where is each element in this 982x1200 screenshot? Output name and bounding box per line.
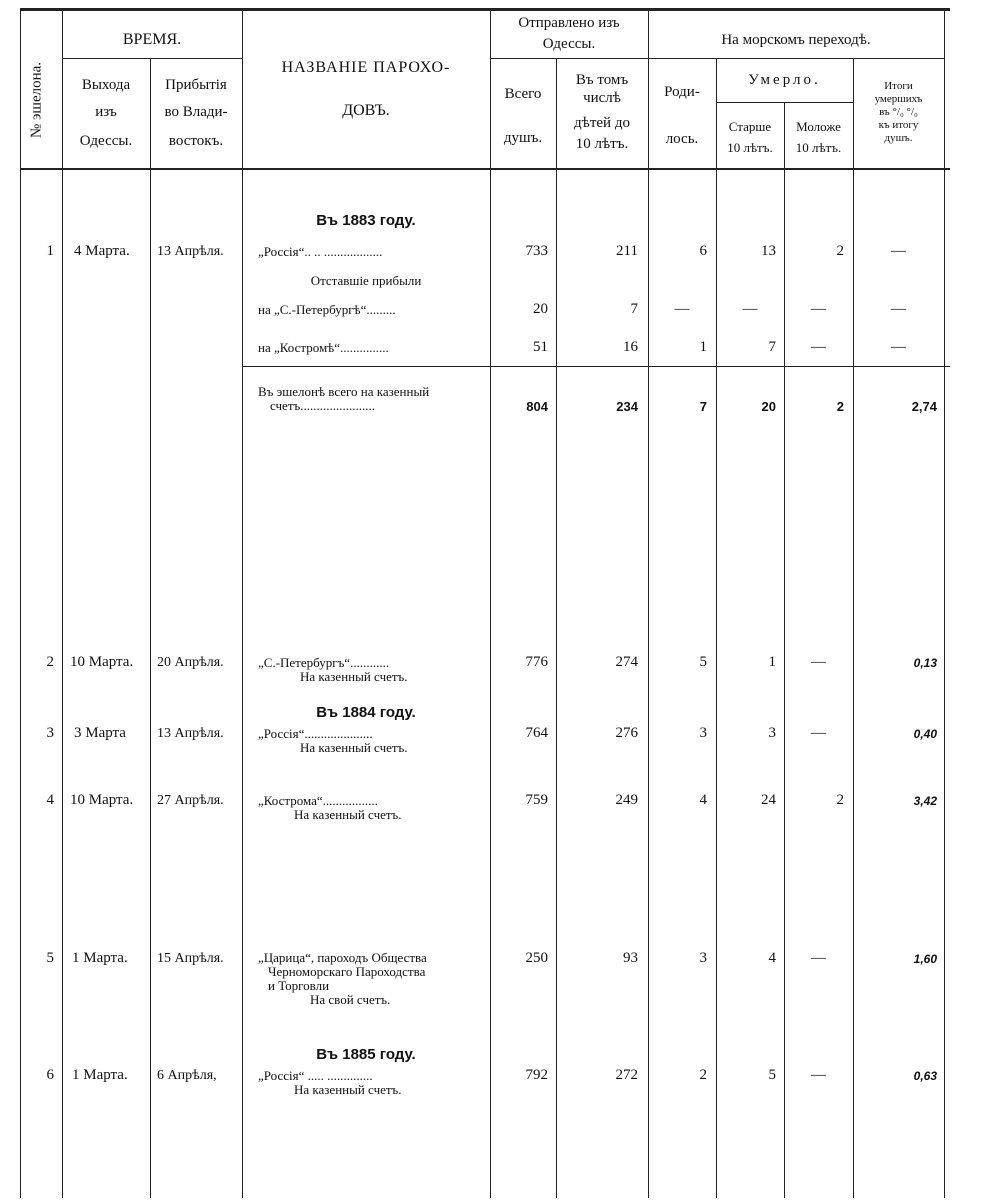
col-line-num bbox=[62, 10, 63, 1198]
col-line-born bbox=[716, 58, 717, 1198]
row1b-younger: — bbox=[811, 339, 826, 355]
col-line-younger bbox=[853, 58, 854, 1198]
header-result-2: умершихъ bbox=[874, 93, 923, 105]
row6-total: 792 bbox=[525, 1067, 548, 1083]
row2-depart: 10 Марта. bbox=[70, 654, 134, 670]
col-line-left bbox=[20, 10, 21, 1198]
row6-pct: 0,63 bbox=[913, 1069, 937, 1083]
col-line-total bbox=[556, 58, 557, 1198]
header-time-group: ВРЕМЯ. bbox=[122, 31, 182, 48]
row5-num: 5 bbox=[46, 950, 54, 966]
row5-younger: — bbox=[811, 950, 826, 966]
row1-sum-pct: 2,74 bbox=[911, 399, 937, 414]
header-born-2: лось. bbox=[665, 131, 699, 147]
row1-num: 1 bbox=[46, 243, 54, 259]
row1b-older: 7 bbox=[768, 339, 776, 355]
row1a-total: 20 bbox=[533, 301, 548, 317]
echelon-total-rule bbox=[243, 366, 950, 367]
sea-group-rule bbox=[648, 58, 944, 59]
header-result-1: Итоги bbox=[884, 80, 913, 92]
row1-sum-born: 7 bbox=[699, 399, 707, 414]
row5-name-2: Черноморскаго Пароходства bbox=[268, 964, 426, 979]
row2-pct: 0,13 bbox=[913, 656, 937, 670]
row6-arrive: 6 Апрѣля, bbox=[157, 1068, 217, 1083]
row5-name-4: На свой счетъ. bbox=[310, 992, 391, 1007]
row1a-older: — bbox=[742, 301, 758, 317]
row1-younger: 2 bbox=[836, 243, 844, 259]
header-depart-1: Выхода bbox=[81, 77, 131, 93]
col-line-right bbox=[944, 10, 945, 1198]
row2-born: 5 bbox=[699, 654, 707, 670]
header-children-4: 10 лѣтъ. bbox=[575, 136, 629, 152]
row3-num: 3 bbox=[46, 725, 54, 741]
row1b-pct: — bbox=[891, 339, 906, 355]
header-echelon-number: № эшелона. bbox=[28, 61, 45, 139]
row1-children: 211 bbox=[616, 243, 638, 259]
time-group-rule bbox=[62, 58, 242, 59]
row4-num: 4 bbox=[46, 792, 54, 808]
row3-children: 276 bbox=[615, 725, 638, 741]
row4-pct: 3,42 bbox=[913, 794, 937, 808]
row3-depart: 3 Марта bbox=[74, 725, 126, 741]
row1a-name: на „С.-Петербургѣ“......... bbox=[258, 302, 396, 317]
row3-pct: 0,40 bbox=[913, 727, 937, 741]
row2-children: 274 bbox=[615, 654, 638, 670]
col-line-depart bbox=[150, 58, 151, 1198]
row5-arrive: 15 Апрѣля. bbox=[157, 951, 224, 966]
row5-depart: 1 Марта. bbox=[72, 950, 128, 966]
row5-children: 93 bbox=[623, 950, 638, 966]
header-name-1: НАЗВАНІЕ ПАРОХО- bbox=[281, 59, 451, 76]
row1a-younger: — bbox=[811, 301, 826, 317]
col-line-name bbox=[490, 10, 491, 1198]
row6-depart: 1 Марта. bbox=[72, 1067, 128, 1083]
row2-older: 1 bbox=[768, 654, 776, 670]
row4-children: 249 bbox=[615, 792, 638, 808]
header-result-5: душъ. bbox=[884, 132, 913, 144]
row2-name-2: На казенный счетъ. bbox=[300, 669, 408, 684]
row1-born: 6 bbox=[699, 243, 707, 259]
row4-born: 4 bbox=[699, 792, 707, 808]
year-1883-heading: Въ 1883 году. bbox=[316, 212, 416, 229]
row4-younger: 2 bbox=[836, 792, 844, 808]
row6-born: 2 bbox=[699, 1067, 707, 1083]
row6-older: 5 bbox=[768, 1067, 776, 1083]
row4-arrive: 27 Апрѣля. bbox=[157, 793, 224, 808]
row3-younger: — bbox=[811, 725, 826, 741]
row1-sum-total: 804 bbox=[526, 399, 548, 414]
row3-older: 3 bbox=[768, 725, 776, 741]
row1a-pct: — bbox=[891, 301, 906, 317]
row3-born: 3 bbox=[699, 725, 707, 741]
row4-total: 759 bbox=[525, 792, 548, 808]
header-older-1: Старше bbox=[728, 119, 772, 134]
header-depart-2: изъ bbox=[95, 104, 117, 120]
row1b-children: 16 bbox=[623, 339, 638, 355]
sent-group-rule bbox=[490, 58, 648, 59]
header-younger-1: Моложе bbox=[796, 119, 841, 134]
row1-depart: 4 Марта. bbox=[74, 243, 130, 259]
row2-younger: — bbox=[811, 654, 826, 670]
header-older-2: 10 лѣтъ. bbox=[727, 140, 773, 155]
col-line-arrive bbox=[242, 10, 243, 1198]
header-children-1: Въ томъ bbox=[575, 72, 629, 88]
header-result-4: къ итогу bbox=[878, 119, 919, 131]
header-sea-group: На морскомъ переходѣ. bbox=[721, 32, 871, 48]
row6-name-1: „Россія“ ..... .............. bbox=[258, 1068, 373, 1083]
header-arrive-2: во Влади- bbox=[164, 104, 228, 120]
col-line-children bbox=[648, 10, 649, 1198]
row5-born: 3 bbox=[699, 950, 707, 966]
year-1885-heading: Въ 1885 году. bbox=[316, 1046, 416, 1063]
row5-pct: 1,60 bbox=[913, 952, 937, 966]
row1b-name: на „Костромѣ“............... bbox=[258, 340, 389, 355]
row3-total: 764 bbox=[525, 725, 548, 741]
header-depart-3: Одессы. bbox=[79, 133, 133, 149]
header-arrive-1: Прибытія bbox=[165, 77, 227, 93]
row2-arrive: 20 Апрѣля. bbox=[157, 655, 224, 670]
row5-name-1: „Царица“, пароходъ Общества bbox=[258, 950, 427, 965]
header-sent-1: Отправлено изъ bbox=[518, 15, 620, 31]
header-arrive-3: востокъ. bbox=[168, 133, 224, 149]
row5-total: 250 bbox=[525, 950, 548, 966]
row1b-total: 51 bbox=[533, 339, 548, 355]
row3-name-2: На казенный счетъ. bbox=[300, 740, 408, 755]
row6-younger: — bbox=[811, 1067, 826, 1083]
row2-name-1: „С.-Петербургъ“............ bbox=[258, 655, 390, 670]
row2-total: 776 bbox=[525, 654, 548, 670]
row1-sum-younger: 2 bbox=[836, 399, 844, 414]
header-children-2: числѣ bbox=[583, 90, 621, 106]
row1-sum-children: 234 bbox=[616, 399, 638, 414]
header-bottom-rule bbox=[20, 168, 950, 170]
row1-sum-label-2: счетъ....................... bbox=[270, 398, 375, 413]
row1-sum-label-1: Въ эшелонѣ всего на казенный bbox=[258, 384, 430, 399]
header-children-3: дѣтей до bbox=[574, 115, 630, 131]
header-born-1: Роди- bbox=[664, 84, 700, 100]
header-total-1: Всего bbox=[504, 86, 542, 102]
row5-name-3: и Торговли bbox=[268, 978, 330, 993]
row1-total: 733 bbox=[525, 243, 548, 259]
row1a-children: 7 bbox=[630, 301, 638, 317]
row1-older: 13 bbox=[761, 243, 776, 259]
col-line-older bbox=[784, 102, 785, 1198]
row1-arrive: 13 Апрѣля. bbox=[157, 244, 224, 259]
row1-note: Отставшіе прибыли bbox=[310, 273, 422, 288]
row4-name-2: На казенный счетъ. bbox=[294, 807, 402, 822]
row5-older: 4 bbox=[768, 950, 776, 966]
row6-children: 272 bbox=[615, 1067, 638, 1083]
row3-name-1: „Россія“..................... bbox=[258, 726, 373, 741]
row1-sum-older: 20 bbox=[761, 399, 776, 414]
year-1884-heading: Въ 1884 году. bbox=[316, 704, 416, 721]
top-rule bbox=[20, 8, 950, 11]
row1b-born: 1 bbox=[699, 339, 707, 355]
row4-depart: 10 Марта. bbox=[70, 792, 134, 808]
row4-name-1: „Кострома“................. bbox=[258, 793, 378, 808]
row1-name: „Россія“.. .. .................. bbox=[258, 244, 383, 259]
row6-name-2: На казенный счетъ. bbox=[294, 1082, 402, 1097]
header-sent-2: Одессы. bbox=[542, 36, 596, 52]
header-result-3: въ °/₀ °/₀ bbox=[879, 106, 918, 118]
header-name-2: ДОВЪ. bbox=[342, 102, 390, 119]
header-total-2: душъ. bbox=[503, 130, 543, 146]
row4-older: 24 bbox=[761, 792, 776, 808]
row1a-born: — bbox=[674, 301, 690, 317]
row2-num: 2 bbox=[46, 654, 54, 670]
row6-num: 6 bbox=[46, 1067, 54, 1083]
header-younger-2: 10 лѣтъ. bbox=[795, 140, 842, 155]
header-died-group: Умерло. bbox=[748, 72, 821, 88]
row1-pct: — bbox=[891, 243, 906, 259]
row3-arrive: 13 Апрѣля. bbox=[157, 726, 224, 741]
